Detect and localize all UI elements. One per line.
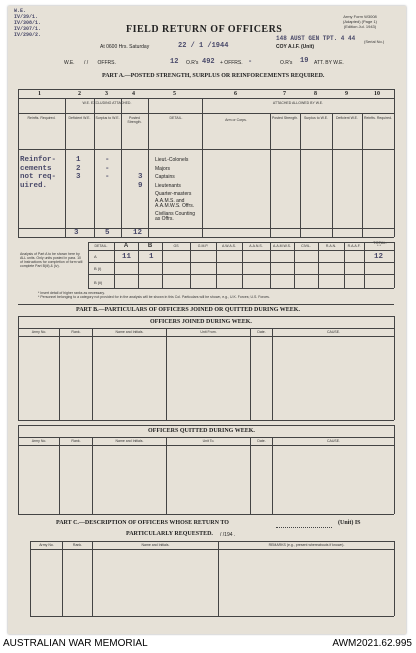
col-number: 7 <box>283 91 286 97</box>
col-header: Deficient W.E. <box>68 116 91 120</box>
footnote: * Personnel belonging to a category not provided for in the analysis will be shown in this Col. Particulars will be shown, e.g., U.K. Forces; U.S. Forces. <box>38 295 270 299</box>
rule <box>162 242 163 288</box>
rule <box>394 89 395 237</box>
footer-source: AUSTRALIAN WAR MEMORIAL <box>3 638 148 649</box>
at-label: At 0600 Hrs. Saturday <box>100 44 150 50</box>
col-header: Arm or Corps. <box>225 118 247 122</box>
rule <box>18 98 394 99</box>
ors-value: 492 <box>202 58 215 66</box>
rule <box>332 113 333 237</box>
rule <box>114 242 115 288</box>
col-number: 4 <box>132 91 135 97</box>
ref-line: IV/290/2. <box>14 32 42 38</box>
attached-allowed-header: ATTACHED ALLOWED BY W.E. <box>272 101 324 105</box>
surplus-value: - <box>105 156 110 164</box>
rule <box>294 242 295 288</box>
rule <box>148 98 149 237</box>
part-c-col: Name and Initials. <box>141 543 170 547</box>
rule <box>18 237 394 238</box>
rule <box>18 89 394 90</box>
rule <box>202 98 203 237</box>
rule <box>394 425 395 514</box>
col-number: 2 <box>78 91 81 97</box>
quitted-col: Name and Initials. <box>115 439 144 443</box>
unit-line: COY A.I.F. (Unit) <box>276 44 315 50</box>
rule <box>88 274 394 275</box>
army-form-ref <box>320 14 400 29</box>
rule <box>394 541 395 616</box>
date-value <box>178 42 228 50</box>
joined-col: Unit From. <box>200 330 217 334</box>
plus-offrs-label: + OFFRS. <box>220 60 243 66</box>
date-suffix: 4 <box>224 42 229 50</box>
analysis-col: A.A.M.W.S. <box>273 244 291 248</box>
posted-value: 9 <box>138 181 143 190</box>
rule <box>18 328 394 329</box>
serial-label: (Serial No.) <box>364 39 385 44</box>
analysis-value: 11 <box>122 253 132 261</box>
form-sheet <box>8 6 406 634</box>
part-c-unit-is: (Unit) IS <box>338 520 361 526</box>
archive-footer <box>0 636 416 653</box>
rule <box>18 89 19 237</box>
col-header: Surplus to W.E. <box>303 116 329 120</box>
rule <box>59 328 60 420</box>
rule <box>242 242 243 288</box>
rule <box>30 541 394 542</box>
army-form-number: Army Form W3008 <box>343 14 377 19</box>
col-number: 10 <box>374 91 380 97</box>
part-c-col: Rank. <box>72 543 83 547</box>
analysis-col: A <box>123 243 129 249</box>
analysis-col: GS <box>173 244 179 248</box>
deficient-value: 3 <box>76 173 81 182</box>
rank-label: Lieutenants <box>155 182 181 189</box>
ors-label: O.R's <box>186 60 199 66</box>
quitted-col: Date. <box>257 439 266 443</box>
joined-col: CAUSE. <box>326 330 341 334</box>
analysis-row: A <box>94 254 97 259</box>
col-header: Posted Strength. <box>127 116 142 124</box>
ref-line: IV/307/1. <box>14 26 42 32</box>
form-title: FIELD RETURN OF OFFICERS <box>126 24 283 35</box>
rule <box>272 328 273 420</box>
rule <box>270 242 271 288</box>
rule <box>300 113 301 237</box>
ref-line: W.E. <box>14 8 27 14</box>
rule <box>272 437 273 514</box>
joined-col: Army No. <box>31 330 47 334</box>
footer-accession: AWM2021.62.995 <box>332 638 412 649</box>
rule <box>362 113 363 237</box>
analysis-col: TOTAL. <box>373 240 387 245</box>
offrs-label: OFFRS. <box>97 60 116 66</box>
rule <box>92 541 93 616</box>
rule <box>92 328 93 420</box>
rule <box>190 242 191 288</box>
rule <box>138 242 139 288</box>
quitted-col: Unit To. <box>202 439 215 443</box>
part-b-heading: PART B.—PARTICULARS OF OFFICERS JOINED OR QUITTED DURING WEEK. <box>76 307 300 313</box>
rule <box>394 242 395 288</box>
rank-label: A.A.M.S. and A.A.M.W.S. Offrs. <box>155 197 195 209</box>
rule <box>88 262 394 263</box>
rule <box>18 336 394 337</box>
rule <box>92 437 93 514</box>
rule <box>18 425 394 426</box>
deficient-value: 1 <box>76 156 81 164</box>
offrs-value: 12 <box>170 58 179 66</box>
we-excluding-header: W.E. EXCLUDING ATTACHED. <box>82 101 132 105</box>
ref-line: IV/308/1. <box>14 20 42 26</box>
analysis-value: 1 <box>149 253 154 261</box>
plus-offrs-value: - <box>248 58 253 66</box>
rule <box>166 328 167 420</box>
rule <box>344 242 345 288</box>
quitted-title: OFFICERS QUITTED DURING WEEK. <box>148 428 255 434</box>
rule <box>18 149 394 150</box>
part-c-requested: PARTICULARLY REQUESTED. <box>126 531 213 537</box>
rank-label: Civilians Counting as Offrs. <box>155 210 196 222</box>
ref-line: IV/39/1. <box>14 14 39 20</box>
rule <box>30 549 394 550</box>
att-label: ATT. BY W.E. <box>314 60 344 66</box>
col-number: 3 <box>105 91 108 97</box>
col-number: 8 <box>314 91 317 97</box>
surplus-values <box>105 156 110 182</box>
col-header: Deficient W.E. <box>336 116 358 120</box>
rule <box>18 316 394 317</box>
footnote: * Insert detail of higher ranks as necessary. <box>38 291 105 295</box>
joined-col: Date. <box>257 330 266 334</box>
analysis-col: DETAIL. <box>94 244 108 248</box>
part-c-col: Army No. <box>39 543 54 547</box>
quitted-col: Army No. <box>31 439 47 443</box>
rule <box>62 541 63 616</box>
col-header: Reinfts. Required. <box>363 116 392 120</box>
quitted-col: Rank. <box>71 439 81 443</box>
rule <box>364 242 365 288</box>
ranks-list <box>155 156 201 222</box>
rule <box>18 304 394 305</box>
we-line <box>64 60 116 66</box>
col-header: Posted Strength. <box>271 116 299 120</box>
rule <box>250 328 251 420</box>
we-label: W.E. <box>64 60 75 66</box>
rule <box>18 113 394 114</box>
part-a-heading: PART A.—POSTED STRENGTH, SURPLUS OR REINFORCEMENTS REQUIRED. <box>102 73 325 79</box>
rule <box>216 242 217 288</box>
ors2-value: 19 <box>300 57 309 65</box>
rule <box>318 242 319 288</box>
quitted-col: CAUSE. <box>326 439 341 443</box>
analysis-col: A.A.N.S. <box>249 244 263 248</box>
joined-title: OFFICERS JOINED DURING WEEK. <box>150 319 252 325</box>
rule <box>166 437 167 514</box>
analysis-col: A.W.A.S. <box>221 244 236 248</box>
rule <box>30 616 394 617</box>
rank-label: Majors <box>155 165 171 172</box>
col-number: 6 <box>234 91 237 97</box>
analysis-col: CIVIL. <box>301 244 311 248</box>
rule <box>18 420 394 421</box>
army-form-edition: (Edition Jul. 1943) <box>343 24 377 29</box>
col-number: 9 <box>345 91 348 97</box>
rule <box>18 445 394 446</box>
col-header: Surplus to W.E. <box>95 116 120 120</box>
surplus-value: - <box>105 164 110 173</box>
reference-block <box>14 8 41 38</box>
analysis-col: G.M.P. <box>197 244 209 248</box>
we-blank: / / <box>83 60 89 66</box>
surplus-value: - <box>105 173 110 182</box>
analysis-row: B (ii) <box>94 280 103 285</box>
col-number: 1 <box>38 91 41 97</box>
rank-label: Quarter-masters <box>155 191 192 198</box>
analysis-row: B (i) <box>94 266 102 271</box>
total-surplus: 5 <box>105 229 110 237</box>
analysis-col: R.A.A.F. <box>347 244 361 248</box>
unit-value: 148 AUST GEN TPT. 4 44 <box>276 35 356 42</box>
rule <box>18 514 394 515</box>
dotted-line <box>276 527 332 528</box>
part-c-date: / /194 . <box>220 532 236 538</box>
analysis-total: 12 <box>374 253 384 261</box>
rule <box>88 288 394 289</box>
army-form-sub: (Adapted) (Page 1) <box>342 19 378 24</box>
rule <box>250 437 251 514</box>
rule <box>18 437 394 438</box>
part-c-col: REMARKS (e.g., present whereabouts if known). <box>268 543 345 547</box>
rule <box>88 242 89 288</box>
detail-header: DETAIL. <box>169 116 183 120</box>
rule <box>270 113 271 237</box>
rule <box>88 242 394 243</box>
rank-label: Captains <box>155 174 175 181</box>
rule <box>88 250 394 251</box>
analysis-col: B <box>147 243 153 249</box>
joined-col: Name and Initials. <box>115 330 144 334</box>
rule <box>218 541 219 616</box>
posted-values <box>138 173 143 190</box>
rule <box>59 437 60 514</box>
rule <box>30 541 31 616</box>
ors2-label: O.R's <box>280 60 293 66</box>
rule <box>394 316 395 420</box>
col-header: Reinfts. Required. <box>27 116 56 120</box>
total-deficient: 3 <box>74 229 79 237</box>
joined-col: Rank. <box>71 330 81 334</box>
date-text: 22 / 1 /194 <box>178 42 225 50</box>
rank-label: Lieut.-Colonels <box>155 157 189 163</box>
total-posted: 12 <box>133 229 143 237</box>
col-number: 5 <box>173 91 176 97</box>
posted-value: 3 <box>138 173 143 181</box>
deficient-value: 2 <box>76 164 81 173</box>
analysis-note: Analysis of Part A to be shown here by ALL units. Only units posted in para. 10 of Instructions for completion of form will complete Part B(iii) & (iv). <box>20 252 83 268</box>
analysis-col: * * <box>377 244 381 248</box>
reinforcements-note: Reinfor- cements not req- uired. <box>20 156 57 190</box>
analysis-col: R.A.N. <box>325 244 337 248</box>
part-c-heading: PART C.—DESCRIPTION OF OFFICERS WHOSE RETURN TO <box>56 520 229 526</box>
deficient-values <box>76 156 81 182</box>
